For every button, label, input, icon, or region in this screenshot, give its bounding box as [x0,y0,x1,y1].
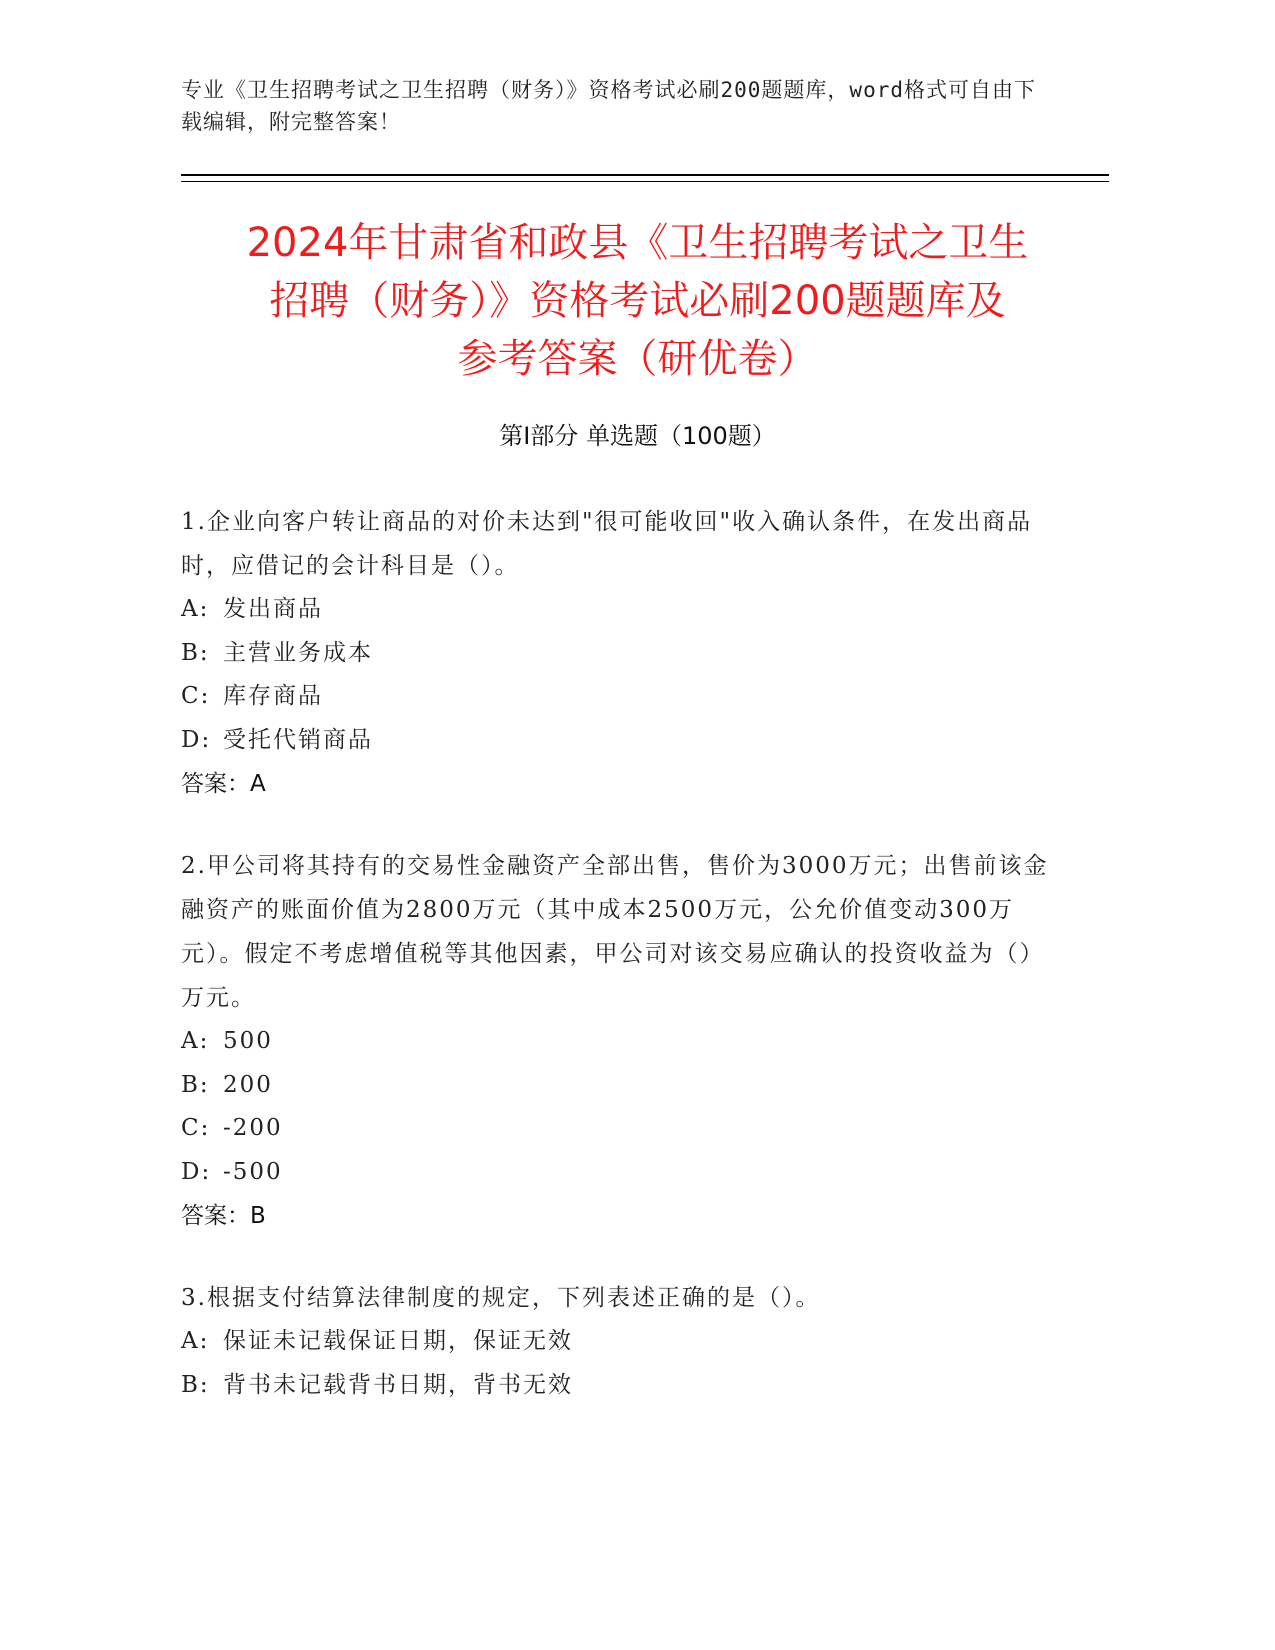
option-text: 主营业务成本 [223,639,373,666]
option-text: 发出商品 [223,596,323,622]
option-text: 200 [223,1071,273,1098]
option-letter: A: [181,1328,210,1354]
option-text: -500 [223,1158,283,1185]
question-option [181,675,1061,719]
section-heading: 第I部分 单选题（100题） [499,422,776,450]
option-text: 500 [223,1028,273,1054]
option-text: 库存商品 [223,683,323,709]
option-letter: A: [181,1028,210,1054]
question-option [181,1020,1061,1064]
question-option [181,588,1061,632]
question-option [181,1364,1061,1408]
question-stem: 2.甲公司将其持有的交易性金融资产全部出售，售价为3000万元；出售前该金融资产的账面价值为2800万元（其中成本2500万元，公允价值变动300万元）。假定不考虑增值税等其他因素，甲公司对该交易应确认的投资收益为（）万元。 [181,853,1049,1011]
title-line: 参考答案（研优卷） [457,336,818,382]
question-option [181,1151,1061,1195]
question-stem: 1.企业向客户转让商品的对价未达到"很可能收回"收入确认条件，在发出商品时，应借记的会计科目是（）。 [181,509,1033,579]
document-title [150,214,1125,388]
question-answer: 答案：A [181,771,266,797]
question-option [181,632,1061,676]
option-letter: C: [181,683,211,709]
option-text: -200 [223,1115,283,1141]
header-note: 专业《卫生招聘考试之卫生招聘（财务）》资格考试必刷200题题库，word格式可自由下载编辑，附完整答案！ [181,78,1036,134]
option-text: 保证未记载保证日期，保证无效 [223,1328,573,1354]
header-rule-thick [181,174,1109,176]
question-option [181,1064,1061,1108]
option-letter: D: [181,726,212,753]
option-letter: B: [181,1071,210,1098]
question-stem: 3.根据支付结算法律制度的规定，下列表述正确的是（）。 [181,1285,821,1311]
question-answer: 答案：B [181,1203,266,1229]
question-option [181,1320,1061,1364]
question-list [181,500,1061,1445]
option-text: 受托代销商品 [223,726,373,753]
question-item [181,500,1061,806]
question-item [181,844,1061,1238]
header-rule-thin [181,181,1109,182]
question-option [181,719,1061,763]
question-option [181,1107,1061,1151]
option-letter: A: [181,596,210,622]
question-item [181,1276,1061,1407]
option-letter: B: [181,1371,210,1398]
option-letter: B: [181,639,210,666]
option-letter: D: [181,1158,212,1185]
option-letter: C: [181,1115,211,1141]
title-line: 2024年甘肃省和政县《卫生招聘考试之卫生 [246,220,1029,266]
title-line: 招聘（财务）》资格考试必刷200题题库及 [269,278,1006,324]
option-text: 背书未记载背书日期，背书无效 [223,1371,573,1398]
